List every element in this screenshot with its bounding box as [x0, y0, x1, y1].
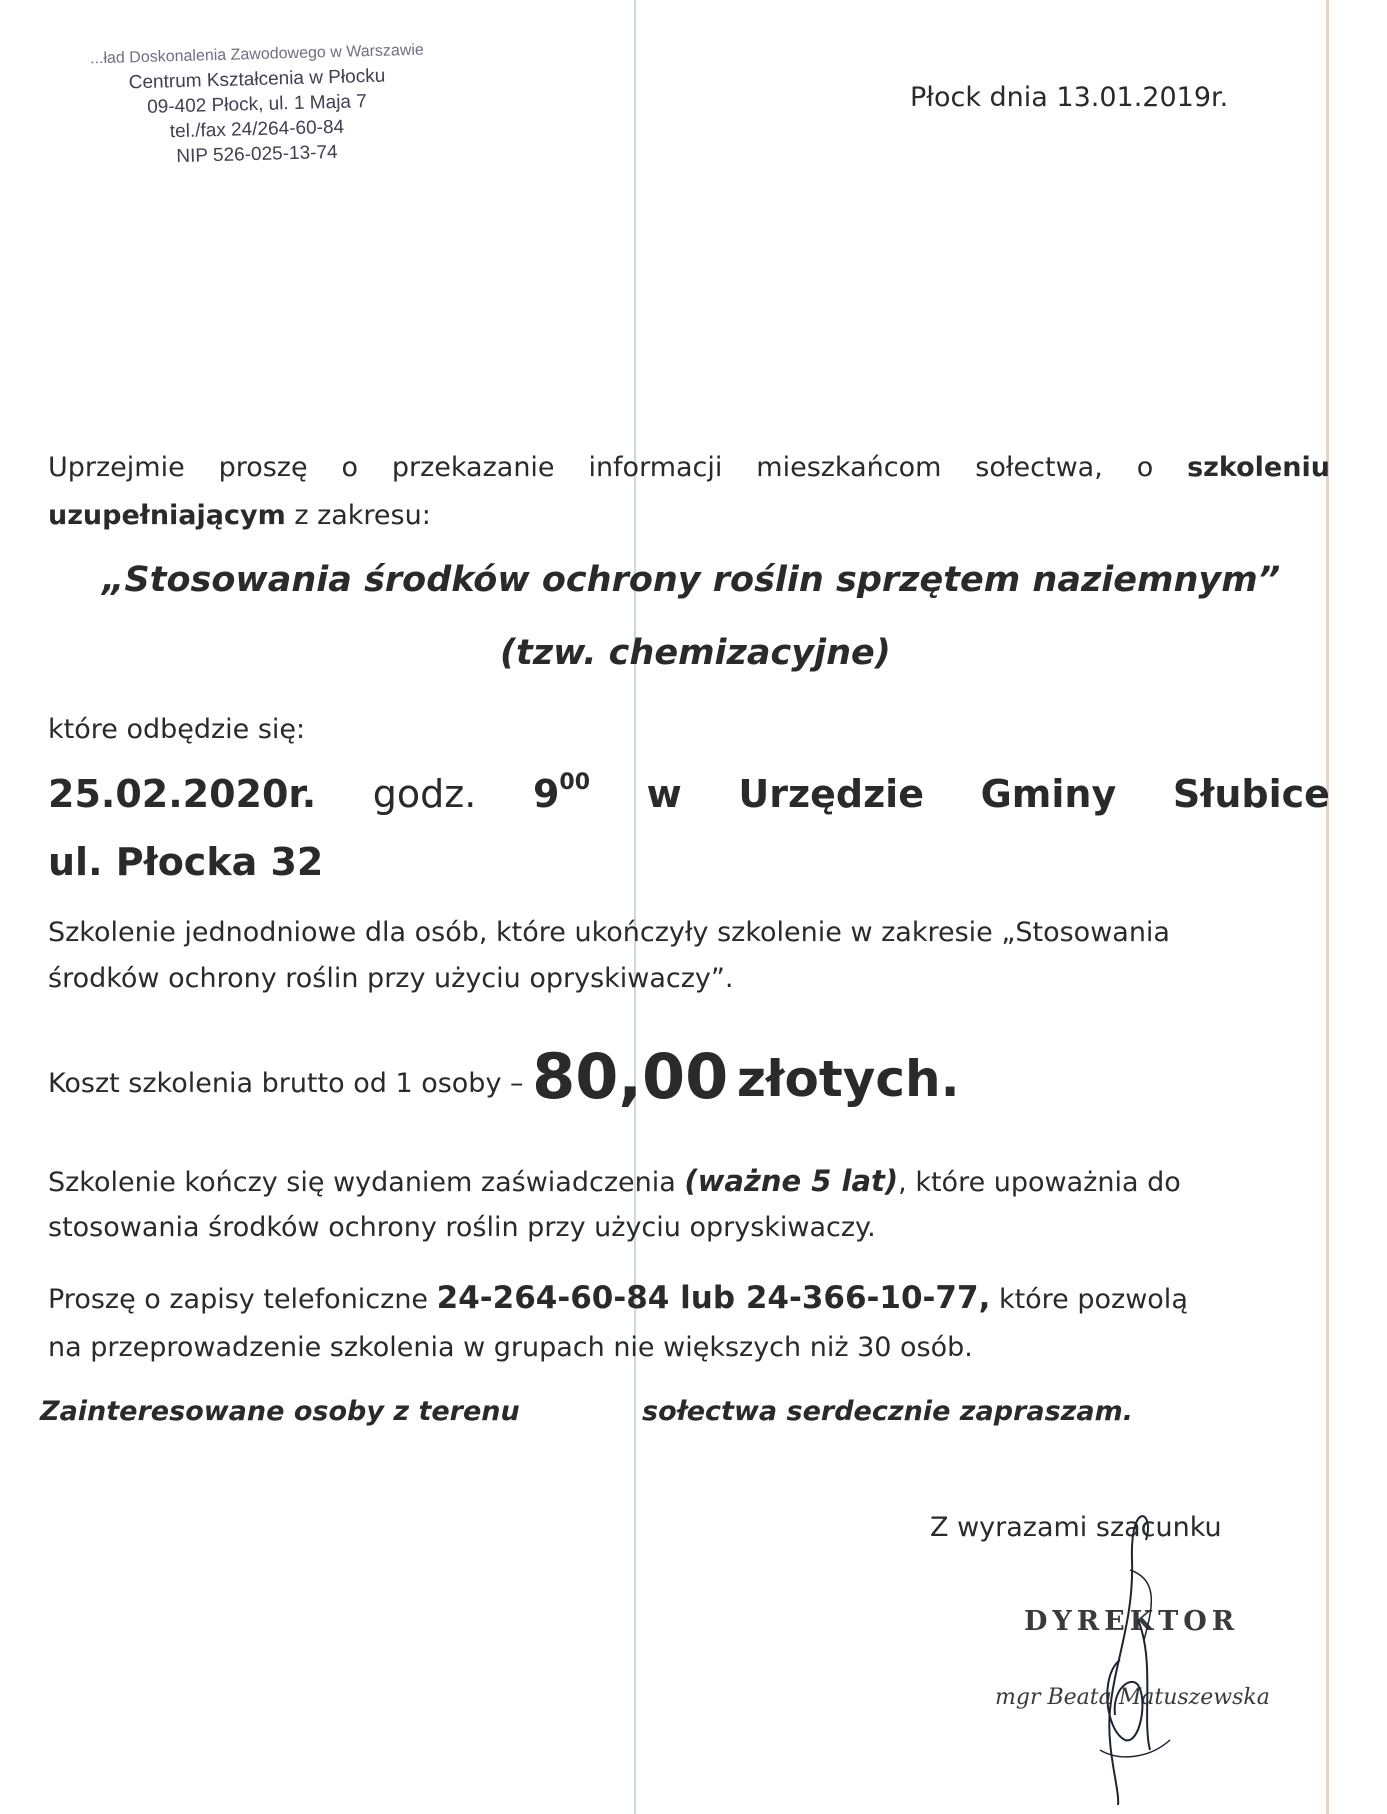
intro-line-2: [48, 500, 431, 531]
certificate-text-2: , które upoważnia do: [898, 1167, 1181, 1198]
stamp-line-1: ...ład Doskonalenia Zawodowego w Warszawie: [89, 41, 425, 68]
stamp-line-2: Centrum Kształcenia w Płocku: [128, 65, 386, 94]
intro-word: sołectwa,: [975, 452, 1103, 483]
event-time: [533, 772, 590, 816]
signup-text-1: Proszę o zapisy telefoniczne: [48, 1284, 429, 1315]
training-title: „Stosowania środków ochrony roślin sprzętem naziemnym”: [102, 560, 1281, 600]
event-place-1: Urzędzie: [738, 772, 924, 816]
signup-phones: 24-264-60-84 lub 24-366-10-77,: [436, 1280, 991, 1316]
event-place-2: Gminy: [980, 772, 1117, 816]
intro-rest: z zakresu:: [285, 500, 431, 531]
closing-part-2: sołectwa serdecznie zapraszam.: [642, 1396, 1133, 1427]
event-minutes: 00: [559, 770, 591, 795]
cost-unit: złotych.: [736, 1050, 960, 1108]
event-godz: godz.: [372, 772, 477, 816]
info-line-2: środków ochrony roślin przy użyciu opryskiwaczy”.: [48, 963, 734, 994]
letterhead-stamp: [72, 42, 442, 167]
intro-bold-word: szkoleniu: [1187, 452, 1330, 483]
intro-word: mieszkańcom: [756, 452, 942, 483]
event-hour: 9: [532, 772, 560, 816]
regards: Z wyrazami szacunku: [930, 1512, 1222, 1543]
event-line: [48, 772, 1330, 816]
intro-word: Uprzejmie: [48, 452, 185, 483]
event-w: w: [646, 772, 682, 816]
cost-label: Koszt szkolenia brutto od 1 osoby –: [48, 1068, 524, 1099]
intro-bold-start: uzupełniającym: [48, 500, 286, 531]
stamp-line-4: tel./fax 24/264-60-84: [169, 116, 345, 143]
training-subtitle: (tzw. chemizacyjne): [500, 633, 891, 673]
certificate-line-2: stosowania środków ochrony roślin przy użyciu opryskiwaczy.: [48, 1212, 876, 1243]
intro-line-1: [48, 452, 1330, 483]
paper-fold-line: [634, 0, 636, 1814]
cost-amount: 80,00: [532, 1040, 729, 1113]
signup-line-1: [48, 1280, 1188, 1316]
certificate-validity: (ważne 5 lat): [684, 1164, 899, 1198]
intro-word: o: [1136, 452, 1154, 483]
event-date: 25.02.2020r.: [48, 772, 317, 816]
certificate-line-1: [48, 1164, 1181, 1198]
paper-edge-line: [1326, 0, 1329, 1814]
info-line-1: Szkolenie jednodniowe dla osób, które ukończyły szkolenie w zakresie „Stosowania: [48, 917, 1170, 948]
intro-word: informacji: [588, 452, 723, 483]
signup-line-2: na przeprowadzenie szkolenia w grupach nie większych niż 30 osób.: [48, 1332, 973, 1363]
cost-line: [48, 1040, 960, 1113]
when-label: które odbędzie się:: [48, 714, 306, 745]
letter-date: Płock dnia 13.01.2019r.: [910, 82, 1229, 113]
director-title: DYREKTOR: [1024, 1606, 1240, 1637]
stamp-line-5: NIP 526-025-13-74: [176, 141, 338, 168]
signer-name: mgr Beata Matuszewska: [995, 1685, 1270, 1710]
certificate-text-1: Szkolenie kończy się wydaniem zaświadczenia: [48, 1167, 676, 1198]
event-street: ul. Płocka 32: [48, 840, 324, 884]
stamp-line-3: 09-402 Płock, ul. 1 Maja 7: [146, 91, 368, 118]
event-place-3: Słubice: [1172, 772, 1330, 816]
closing-part-1: Zainteresowane osoby z terenu: [40, 1396, 520, 1427]
intro-word: przekazanie: [391, 452, 555, 483]
handwritten-signature: [1060, 1500, 1210, 1810]
signup-text-2: które pozwolą: [998, 1284, 1188, 1315]
intro-word: o: [341, 452, 358, 483]
intro-word: proszę: [218, 452, 308, 483]
